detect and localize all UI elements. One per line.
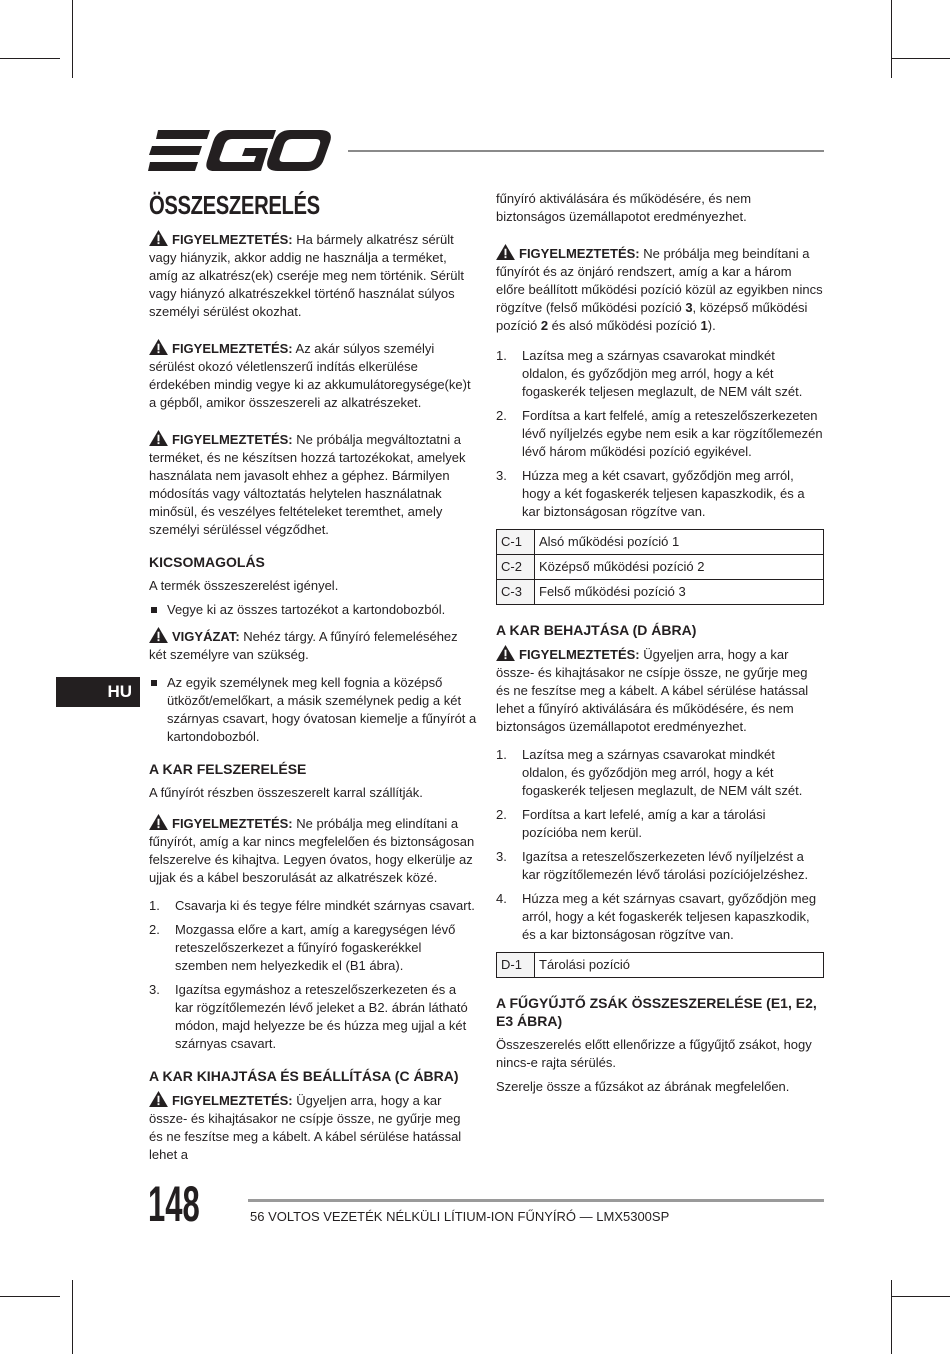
step-text: Mozgassa előre a kart, amíg a karegységen lévő reteszelőszerkezet a fűnyíró fogaskerékkel szemben nem helyezkedik el (B1 ábra). [175, 922, 456, 973]
step-item [149, 897, 477, 915]
page-title: ÖSSZESZERELÉS [149, 190, 320, 220]
left-column [149, 188, 477, 1170]
table-cell-code: C-2 [497, 555, 535, 580]
position-table-c [496, 529, 824, 605]
table-row [497, 530, 824, 555]
warning-block [149, 339, 477, 412]
position-number: 1 [700, 318, 708, 333]
warning-label: FIGYELMEZTETÉS: [172, 816, 293, 831]
step-text: Lazítsa meg a szárnyas csavarokat mindkét oldalon, és győződjön meg arról, hogy a két fogaskerék teljesen meglazult, de NEM vált szét. [522, 747, 803, 798]
section-heading-handle-assembly: A KAR FELSZERELÉSE [149, 761, 307, 777]
warning-icon [149, 430, 168, 446]
warning-text: és alsó működési pozíció [548, 318, 701, 333]
step-item [496, 806, 824, 842]
step-text: Fordítsa a kart felfelé, amíg a reteszelőszerkezeten lévő nyíljelzés egybe nem esik a kar rögzítőlemezén lévő három működési pozíció egyikével. [522, 408, 823, 459]
warning-block [149, 230, 477, 321]
warning-label: FIGYELMEZTETÉS: [519, 647, 640, 662]
right-column [496, 190, 824, 1102]
handle-steps [149, 897, 477, 1053]
step-item [496, 890, 824, 944]
step-number: 3. [149, 982, 160, 997]
warning-text: Ügyeljen arra, hogy a kar össze- és kihajtásakor ne csípje össze, ne gyűrje meg és ne feszítse meg a kábelt. A kábel sérülése hatással lehet a [149, 1093, 462, 1162]
position-number: 2 [540, 318, 549, 333]
warning-label: FIGYELMEZTETÉS: [172, 341, 293, 356]
list-item: Vegye ki az összes tartozékot a kartondobozból. [149, 601, 477, 619]
step-number: 1. [496, 747, 507, 762]
section-heading-grass-bag: A FŰGYŰJTŐ ZSÁK ÖSSZESZERELÉSE (E1, E2, E3 ÁBRA) [496, 995, 817, 1029]
crop-mark [891, 1280, 892, 1354]
footer-title: 56 VOLTOS VEZETÉK NÉLKÜLI LÍTIUM-ION FŰNYÍRÓ — LMX5300SP [250, 1209, 670, 1224]
section-heading-unfold-handle: A KAR KIHAJTÁSA ÉS BEÁLLÍTÁSA (C ÁBRA) [149, 1068, 459, 1084]
position-number: 3 [685, 300, 693, 315]
warning-block [149, 430, 477, 539]
crop-mark [72, 0, 73, 78]
step-number: 2. [149, 922, 160, 937]
crop-mark [72, 1280, 73, 1354]
unpacking-intro: A termék összeszerelést igényel. [149, 578, 339, 593]
warning-icon [496, 645, 515, 661]
step-text: Húzza meg a két szárnyas csavart, győződjön meg arról, hogy a két fogaskerék teljesen kapaszkodik, és a kar biztonságosan rögzítve van. [522, 891, 817, 942]
step-text: Lazítsa meg a szárnyas csavarokat mindkét oldalon, és győződjön meg arról, hogy a két fogaskerék teljesen meglazult, de NEM vált szét. [522, 348, 803, 399]
warning-label: FIGYELMEZTETÉS: [172, 232, 293, 247]
list-item: Az egyik személynek meg kell fognia a középső ütközőt/emelőkart, a másik személynek pedig a két szárnyas csavart, hogy óvatosan kiemelje a fűnyírót a kartondobozból. [149, 674, 477, 746]
warning-text: Ügyeljen arra, hogy a kar össze- és kihajtásakor ne csípje össze, ne gyűrje meg és ne feszítse meg a kábelt. A kábel sérülése hatással lehet a fűnyíró aktiválására és működésére, és nem biztonságos üzemállapotot eredményezhet. [496, 647, 809, 734]
step-number: 2. [496, 408, 507, 423]
fold-steps [496, 746, 824, 944]
step-number: 2. [496, 807, 507, 822]
warning-text: Ha bármely alkatrész sérült vagy hiányzik, akkor addig ne használja a terméket, amíg az alkatrész(ek) cseréje meg nem történik. Sérült vagy hiányzó alkatrészekkel történő használat súlyos személyi sérülést okozhat. [149, 232, 465, 319]
warning-block [149, 814, 477, 887]
step-text: Fordítsa a kart lefelé, amíg a kar a tárolási pozícióba nem kerül. [522, 807, 766, 840]
step-number: 1. [149, 898, 160, 913]
section-heading-unpacking: KICSOMAGOLÁS [149, 554, 265, 570]
table-row [497, 953, 824, 978]
page-number: 148 [148, 1176, 200, 1232]
footer-rule [248, 1199, 824, 1202]
table-cell-code: C-1 [497, 530, 535, 555]
warning-icon [149, 339, 168, 355]
crop-mark [891, 1296, 950, 1297]
crop-mark [891, 0, 892, 78]
grass-bag-text: Összeszerelés előtt ellenőrizze a fűgyűjtő zsákot, hogy nincs-e rajta sérülés. [496, 1037, 812, 1070]
warning-icon [149, 814, 168, 830]
ego-logo [148, 130, 332, 172]
warning-text: Ne próbálja meg elindítani a fűnyírót, amíg a kar nincs megfelelően és biztonságosan felszerelve és kihajtva. Legyen óvatos, hogy elkerülje az ujjak és a kábel beszorulását az alkatrészek közé. [149, 816, 475, 885]
position-table-d [496, 952, 824, 978]
warning-label: FIGYELMEZTETÉS: [519, 246, 640, 261]
caution-label: VIGYÁZAT: [172, 629, 240, 644]
step-text: Igazítsa egymáshoz a reteszelőszerkezeten és a kar rögzítőlemezén lévő jeleket a B2. ábrán látható módon, majd helyezze be és húzza meg ujjal a két szárnyas csavart. [175, 982, 468, 1051]
warning-icon [149, 230, 168, 246]
crop-mark [0, 58, 60, 59]
step-item [496, 746, 824, 800]
table-cell-code: D-1 [497, 953, 535, 978]
warning-label: FIGYELMEZTETÉS: [172, 432, 293, 447]
warning-text: Ne próbálja megváltoztatni a terméket, és ne készítsen hozzá tartozékokat, amelyek használata nem javasolt ehhez a géphez. Bármilyen módosítás vagy változtatás helytelen használatnak minősül, és veszélyes feltételeket teremthet, amely személyi sérüléssel végződhet. [149, 432, 466, 537]
section-heading-fold-handle: A KAR BEHAJTÁSA (D ÁBRA) [496, 622, 697, 638]
step-item [149, 921, 477, 975]
step-item [496, 347, 824, 401]
table-cell-label: Tárolási pozíció [535, 953, 824, 978]
table-row [497, 555, 824, 580]
unfold-steps [496, 347, 824, 521]
warning-icon [149, 627, 168, 643]
warning-block [149, 1091, 477, 1164]
step-number: 1. [496, 348, 507, 363]
warning-text: ). [707, 318, 716, 333]
warning-label: FIGYELMEZTETÉS: [172, 1093, 293, 1108]
handle-intro: A fűnyírót részben összeszerelt karral szállítják. [149, 785, 423, 800]
warning-block [496, 645, 824, 736]
warning-icon [149, 1091, 168, 1107]
table-cell-label: Középső működési pozíció 2 [535, 555, 824, 580]
step-number: 3. [496, 468, 507, 483]
unpacking-list [149, 601, 477, 619]
step-text: Igazítsa a reteszelőszerkezeten lévő nyíljelzést a kar rögzítőlemezén lévő tárolási pozíciójelzéshez. [522, 849, 809, 882]
crop-mark [0, 1296, 60, 1297]
step-item [149, 981, 477, 1053]
continued-text: fűnyíró aktiválására és működésére, és nem biztonságos üzemállapotot eredményezhet. [496, 191, 752, 224]
table-cell-label: Alsó működési pozíció 1 [535, 530, 824, 555]
step-item [496, 848, 824, 884]
step-item [496, 407, 824, 461]
step-text: Húzza meg a két csavart, győződjön meg arról, hogy a két fogaskerék teljesen kapaszkodik, és a kar biztonságosan rögzítve van. [522, 468, 805, 519]
table-row [497, 580, 824, 605]
grass-bag-text: Szerelje össze a fűzsákot az ábrának megfelelően. [496, 1079, 790, 1094]
step-item [496, 467, 824, 521]
step-text: Csavarja ki és tegye félre mindkét szárnyas csavart. [175, 898, 475, 913]
warning-icon [496, 244, 515, 260]
warning-block [496, 244, 824, 335]
step-number: 3. [496, 849, 507, 864]
step-number: 4. [496, 891, 507, 906]
warning-text: Az akár súlyos személyi sérülést okozó véletlenszerű indítás elkerülése érdekében mindig vegye ki az akkumulátoregysége(ke)t a gépből, amikor összeszereli az alkatrészeket. [149, 341, 471, 410]
unpacking-list [149, 674, 477, 746]
warning-text: Ne próbálja meg beindítani a fűnyírót és az önjáró rendszert, amíg a kar a három előre beállított működési pozíció közül az egyikben nincs rögzítve (felső működési pozíció [496, 246, 823, 315]
language-tab: HU [56, 677, 140, 707]
warning-text: , középső működési pozíció [496, 300, 808, 333]
header-rule [348, 150, 824, 152]
crop-mark [891, 58, 950, 59]
table-cell-label: Felső működési pozíció 3 [535, 580, 824, 605]
caution-block [149, 627, 477, 664]
table-cell-code: C-3 [497, 580, 535, 605]
caution-text: Nehéz tárgy. A fűnyíró felemeléséhez két személyre van szükség. [149, 629, 458, 662]
